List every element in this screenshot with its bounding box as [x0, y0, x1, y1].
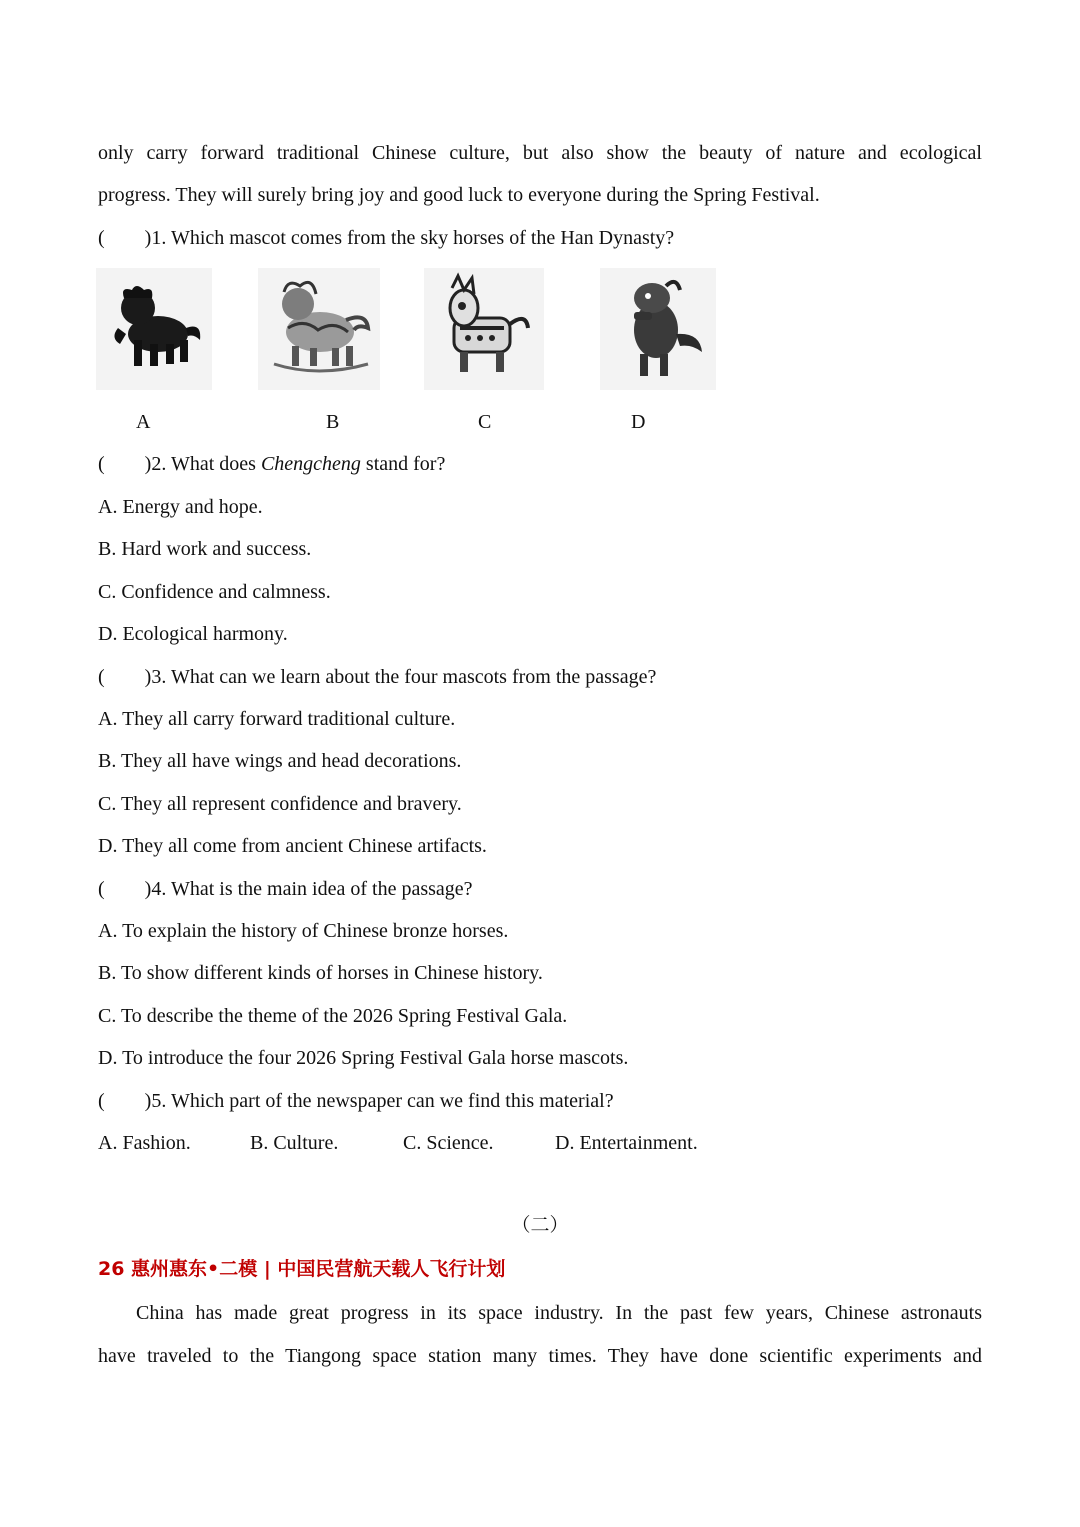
q4-option-c: C. To describe the theme of the 2026 Spring Festival Gala. [98, 1005, 568, 1027]
question-text: 5. Which part of the newspaper can we find this material? [151, 1090, 614, 1112]
question-text: 3. What can we learn about the four mascots from the passage? [151, 666, 657, 688]
answer-blank[interactable]: ( ) [98, 666, 152, 688]
section-heading: （二） [511, 1214, 569, 1236]
q2-option-c: C. Confidence and calmness. [98, 581, 331, 603]
q5-option-d: D. Entertainment. [555, 1132, 698, 1154]
mascot-image-d [600, 268, 716, 390]
option-label-b: B [326, 411, 340, 433]
answer-blank[interactable]: ( ) [98, 1090, 152, 1112]
qilin-sculpture-icon [258, 268, 380, 390]
option-label-d: D [631, 411, 646, 433]
question-1 [98, 226, 674, 250]
question-text-start: 2. What does [151, 453, 261, 475]
q3-option-d: D. They all come from ancient Chinese artifacts. [98, 835, 487, 857]
rearing-horse-icon [600, 268, 716, 390]
q4-option-a: A. To explain the history of Chinese bronze horses. [98, 920, 509, 942]
question-text-end: stand for? [360, 453, 446, 475]
intro-line-1: only carry forward traditional Chinese culture, but also show the beauty of nature and ecological [98, 142, 982, 164]
passage-line-2: have traveled to the Tiangong space station many times. They have done scientific experiments and [98, 1345, 982, 1367]
q3-option-a: A. They all carry forward traditional culture. [98, 708, 456, 730]
mascot-image-b [258, 268, 380, 390]
armored-horse-icon [424, 268, 544, 390]
option-label-a: A [136, 411, 151, 433]
question-4 [98, 877, 473, 901]
q5-option-a: A. Fashion. [98, 1132, 191, 1154]
option-label-c: C [478, 411, 492, 433]
mascot-image-c [424, 268, 544, 390]
answer-blank[interactable]: ( ) [98, 878, 152, 900]
question-text: 1. Which mascot comes from the sky horses of the Han Dynasty? [151, 227, 675, 249]
question-2 [98, 452, 445, 476]
q5-option-c: C. Science. [403, 1132, 494, 1154]
question-5 [98, 1089, 614, 1113]
q2-option-a: A. Energy and hope. [98, 496, 263, 518]
q2-option-b: B. Hard work and success. [98, 538, 312, 560]
question-text: 4. What is the main idea of the passage? [151, 878, 473, 900]
answer-blank[interactable]: ( ) [98, 227, 152, 249]
question-3 [98, 665, 656, 689]
source-title: 26 惠州惠东•二模 | 中国民营航天载人飞行计划 [98, 1258, 506, 1280]
q2-option-d: D. Ecological harmony. [98, 623, 288, 645]
horse-silhouette-icon [96, 268, 212, 390]
q3-option-c: C. They all represent confidence and bravery. [98, 793, 462, 815]
mascot-name: Chengcheng [260, 453, 361, 475]
q5-option-b: B. Culture. [250, 1132, 339, 1154]
intro-line-2: progress. They will surely bring joy and good luck to everyone during the Spring Festival. [98, 184, 820, 206]
q3-option-b: B. They all have wings and head decorations. [98, 750, 462, 772]
mascot-image-a [96, 268, 212, 390]
q4-option-d: D. To introduce the four 2026 Spring Festival Gala horse mascots. [98, 1047, 629, 1069]
passage-line-1: China has made great progress in its space industry. In the past few years, Chinese astronauts [136, 1302, 982, 1324]
answer-blank[interactable]: ( ) [98, 453, 152, 475]
q4-option-b: B. To show different kinds of horses in Chinese history. [98, 962, 543, 984]
